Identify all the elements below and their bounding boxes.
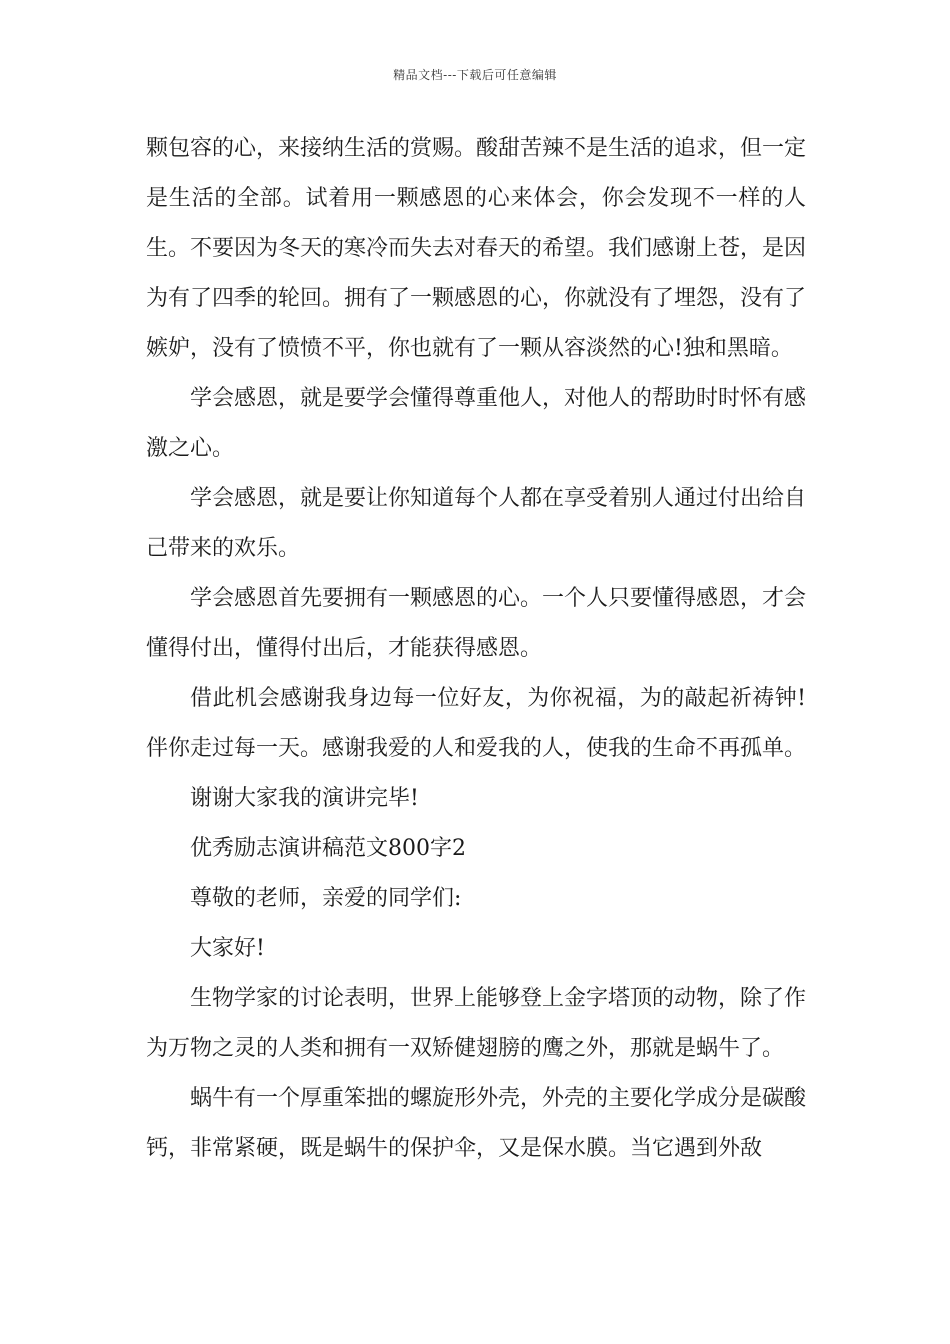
document-body [146,124,806,1174]
greeting: 大家好! [190,936,265,961]
paragraph-7: 生物学家的讨论表明，世界上能够登上金字塔顶的动物，除了作为万物之灵的人类和拥有一双矫健翅膀的鹰之外，那就是蜗牛了。 [146,986,807,1061]
paragraph-5: 借此机会感谢我身边每一位好友，为你祝福，为的敲起祈祷钟!伴你走过每一天。感谢我爱的人和爱我的人，使我的生命不再孤单。 [146,686,807,761]
paragraph-8: 蜗牛有一个厚重笨拙的螺旋形外壳，外壳的主要化学成分是碳酸钙，非常紧硬，既是蜗牛的保护伞，又是保水膜。当它遇到外敌 [146,1086,807,1161]
page-header: 精品文档---下载后可任意编辑 [393,68,557,82]
paragraph-3: 学会感恩，就是要让你知道每个人都在享受着别人通过付出给自己带来的欢乐。 [146,486,807,561]
paragraph-2: 学会感恩，就是要学会懂得尊重他人，对他人的帮助时时怀有感激之心。 [146,386,807,461]
paragraph-6: 谢谢大家我的演讲完毕! [190,786,419,811]
paragraph-4: 学会感恩首先要拥有一颗感恩的心。一个人只要懂得感恩，才会懂得付出，懂得付出后，才能获得感恩。 [146,586,807,661]
paragraph-1: 颗包容的心，来接纳生活的赏赐。酸甜苦辣不是生活的追求，但一定是生活的全部。试着用一颗感恩的心来体会，你会发现不一样的人生。不要因为冬天的寒冷而失去对春天的希望。我们感谢上苍，是因为有了四季的轮回。拥有了一颗感恩的心，你就没有了埋怨，没有了嫉妒，没有了愤愤不平，你也就有了一颗从容淡然的心!独和黑暗。 [146,136,807,361]
salutation: 尊敬的老师，亲爱的同学们: [190,886,462,911]
section-title: 优秀励志演讲稿范文800字2 [190,836,466,861]
